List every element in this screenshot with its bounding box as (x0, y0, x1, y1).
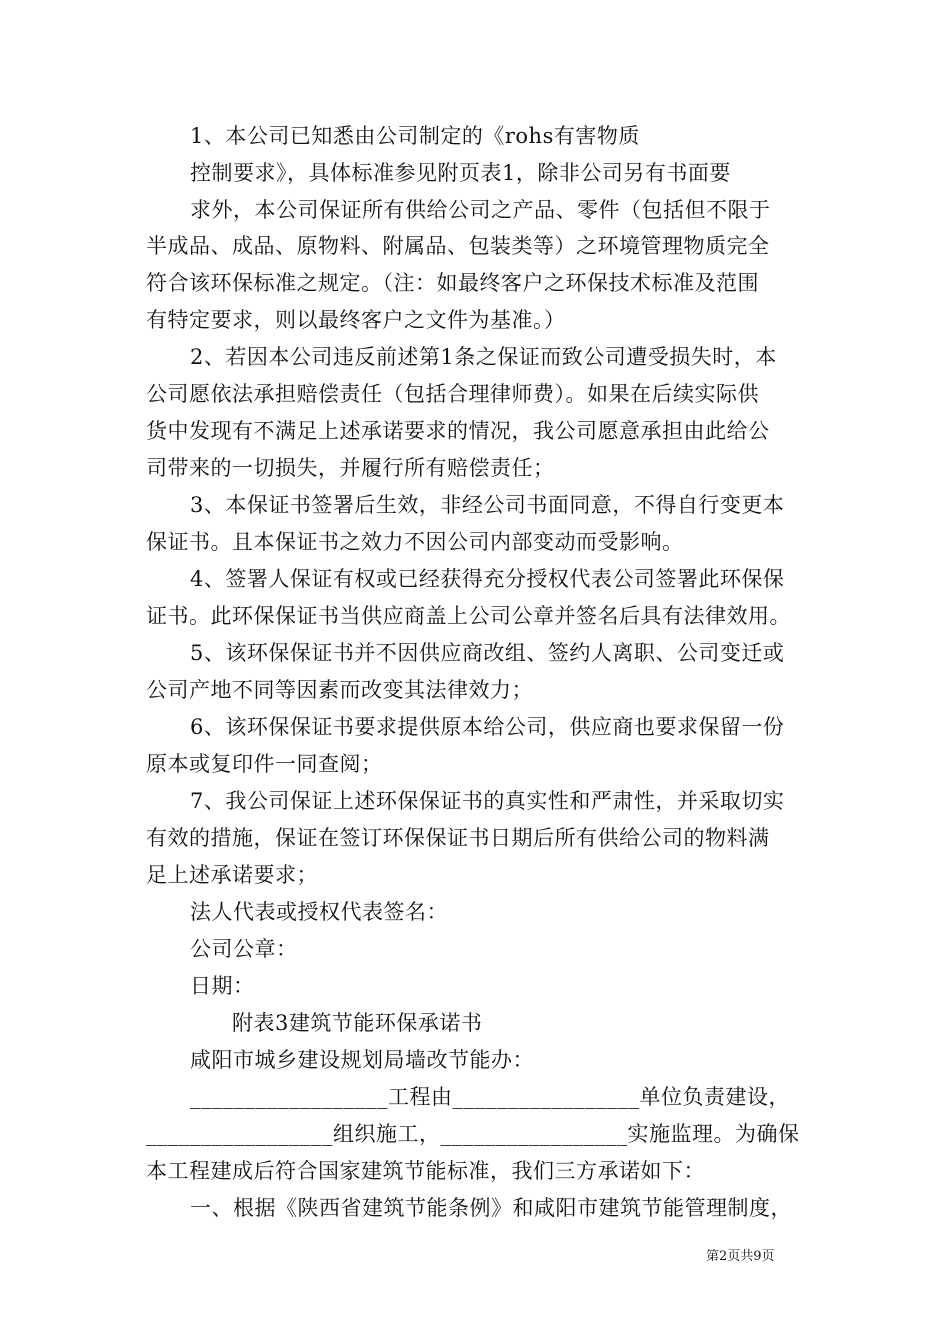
text-line-9: 货中发现有不满足上述承诺要求的情况，我公司愿意承担由此给公 (146, 419, 770, 443)
addressee: 咸阳市城乡建设规划局墙改节能办： (190, 1048, 534, 1072)
text-line-18: 原本或复印件一同查阅； (146, 752, 383, 776)
text-line-7: 2、若因本公司违反前述第1条之保证而致公司遭受损失时，本 (190, 345, 777, 369)
text-line-21: 足上述承诺要求； (146, 863, 318, 887)
text-line-8: 公司愿依法承担赔偿责任（包括合理律师费）。如果在后续实际供 (146, 382, 759, 406)
text-line-5: 符合该环保标准之规定。（注：如最终客户之环保技术标准及范围 (146, 271, 759, 295)
text-line-30: 一、根据《陕西省建筑节能条例》和咸阳市建筑节能管理制度， (190, 1196, 792, 1220)
seal-label: 公司公章： (190, 937, 298, 961)
appendix-title: 附表3建筑节能环保承诺书 (232, 1011, 483, 1035)
text-line-29: 本工程建成后符合国家建筑节能标准，我们三方承诺如下： (146, 1159, 705, 1183)
text-line-27: __________________工程由_________________单位负责建设， (190, 1085, 790, 1109)
text-line-17: 6、该环保保证书要求提供原本给公司，供应商也要求保留一份 (190, 715, 785, 739)
text-line-3: 求外，本公司保证所有供给公司之产品、零件（包括但不限于 (190, 198, 771, 222)
page-number: 第2页共9页 (706, 1249, 775, 1264)
date-label: 日期： (190, 974, 255, 998)
text-line-11: 3、本保证书签署后生效，非经公司书面同意，不得自行变更本 (190, 493, 785, 517)
text-line-15: 5、该环保保证书并不因供应商改组、签约人离职、公司变迁或 (190, 641, 785, 665)
text-line-20: 有效的措施，保证在签订环保保证书日期后所有供给公司的物料满 (146, 826, 770, 850)
text-line-19: 7、我公司保证上述环保保证书的真实性和严肃性，并采取切实 (190, 789, 785, 813)
text-line-2: 控制要求》，具体标准参见附页表1，除非公司另有书面要 (190, 161, 731, 185)
text-line-4: 半成品、成品、原物料、附属品、包装类等）之环境管理物质完全 (146, 234, 770, 258)
text-line-28: _________________组织施工，_________________实施监理。为确保 (146, 1122, 800, 1146)
text-line-6: 有特定要求，则以最终客户之文件为基准。） (146, 308, 566, 332)
text-line-13: 4、签署人保证有权或已经获得充分授权代表公司签署此环保保 (190, 567, 785, 591)
text-line-1: 1、本公司已知悉由公司制定的《rohs有害物质 (190, 124, 640, 148)
text-line-10: 司带来的一切损失，并履行所有赔偿责任； (146, 456, 555, 480)
text-line-16: 公司产地不同等因素而改变其法律效力； (146, 678, 533, 702)
text-line-14: 证书。此环保保证书当供应商盖上公司公章并签名后具有法律效用。 (146, 604, 791, 628)
text-line-12: 保证书。且本保证书之效力不因公司内部变动而受影响。 (146, 530, 684, 554)
signature-label: 法人代表或授权代表签名： (190, 900, 448, 924)
